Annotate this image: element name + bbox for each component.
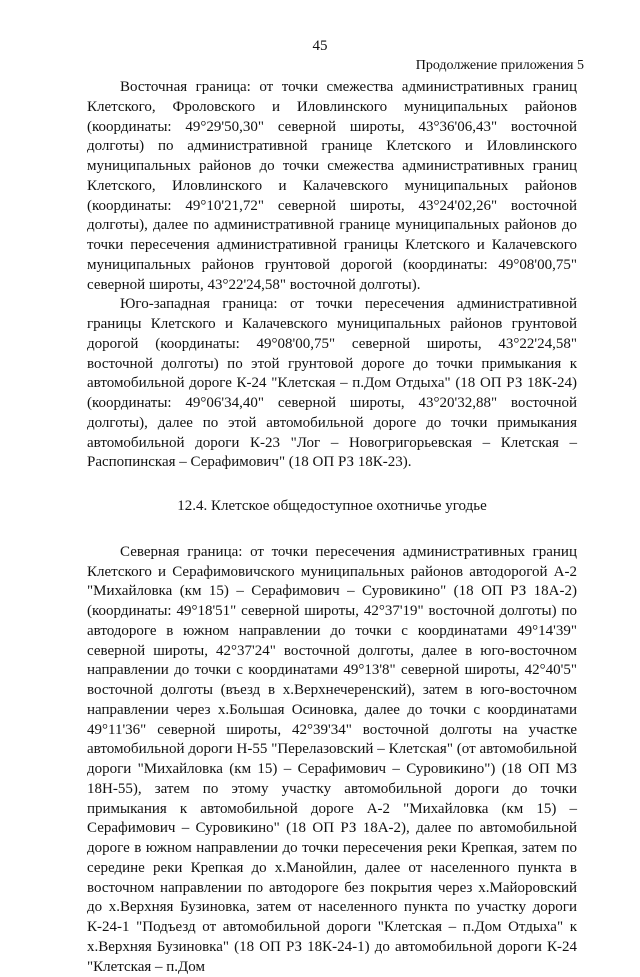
paragraph-southwestern-boundary: Юго-западная граница: от точки пересечения административной границы Клетского и Калачевского муниципальных районов грунтовой дорогой (координаты: 49°08'00,75" северной широты, 43°22'24,58" восточной долготы) по этой грунтовой дороге до точки примыкания к автомобильной дороге К-24 "Клетская – п.Дом Отдыха" (18 ОП РЗ 18К-24) (координаты: 49°06'34,40" северной широты, 43°20'32,88" восточной долготы), далее по этой автомобильной дороге до точки примыкания автомобильной дороги К-23 "Лог – Новогригорьевская – Клетская – Распопинская – Серафимович" (18 ОП РЗ 18К-23). (87, 296, 577, 471)
paragraph-northern-boundary: Северная граница: от точки пересечения административных границ Клетского и Серафимовичского муниципальных районов автодорогой А-2 "Михайловка (км 15) – Серафимович – Суровикино" (18 ОП РЗ 18А-2) (координаты: 49°18'51" северной широты, 42°37'19" восточной долготы) по автодороге в южном направлении до точки с координатами 49°14'39" северной широты, 42°37'24" восточной долготы, далее в юго-восточном направлении до точки с координатами 49°13'8" северной широты, 42°40'5" восточной долготы (въезд в х.Верхнечеренский), затем в юго-восточном направлении через х.Большая Осиновка, далее до точки с координатами 49°11'36" северной широты, 42°39'34" восточной долготы на участке автомобильной дороги Н-55 "Перелазовский – Клетская" (от автомобильной дороги "Михайловка (км 15) – Серафимович – Суровикино") (18 ОП МЗ 18Н-55), затем по этому участку автомобильной дороги до точки примыкания к автомобильной дороге А-2 "Михайловка (км 15) – Серафимович – Суровикино" (18 ОП РЗ 18А-2), далее по автомобильной дороге в южном направлении до точки пересечения реки Крепкая, затем по середине реки Крепкая до х.Манойлин, далее от населенного пункта в восточном направлении по автодороге без покрытия через х.Майоровский до х.Верхняя Бузиновка, затем от населенного пункта по участку дороги К-24-1 "Подъезд от автомобильной дороги "Клетская – п.Дом Отдыха" к х.Верхняя Бузиновка" (18 ОП РЗ 18К-24-1) до автомобильной дороги К-24 "Клетская – п.Дом (87, 543, 577, 975)
page-number: 45 (312, 38, 328, 54)
appendix-continuation-note: Продолжение приложения 5 (415, 58, 584, 73)
paragraph-eastern-boundary: Восточная граница: от точки смежества административных границ Клетского, Фроловского и Иловлинского муниципальных районов (координаты: 49°29'50,30" северной широты, 43°36'06,43" восточной долготы) по административной границе Клетского и Иловлинского муниципальных районов до точки смежества административных границ Клетского, Иловлинского и Калачевского муниципальных районов (координаты: 49°10'21,72" северной широты, 43°24'02,26" восточной долготы), далее по административной границе муниципальных районов до точки пересечения административной границы Клетского и Калачевского муниципальных районов грунтовой дорогой (координаты: 49°08'00,75" северной широты, 43°22'24,58" восточной долготы). (87, 79, 577, 293)
document-body (87, 78, 577, 977)
section-title: 12.4. Клетское общедоступное охотничье угодье (177, 498, 487, 514)
